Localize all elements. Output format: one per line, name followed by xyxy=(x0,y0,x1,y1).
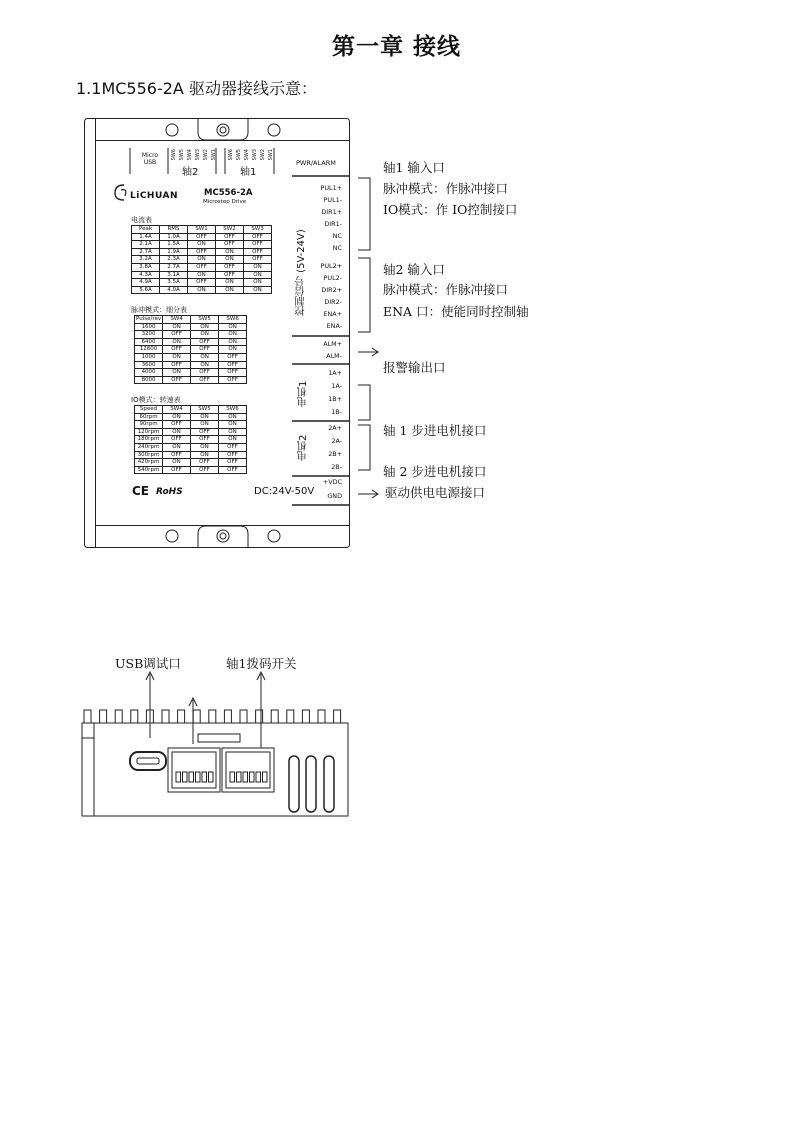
terminal-pin-label: 1A- xyxy=(331,382,342,390)
current-table-row xyxy=(132,263,272,271)
heatsink-fin xyxy=(131,710,138,723)
terminal-pin-label: DIR1+ xyxy=(321,208,342,216)
io-table-cell: OFF xyxy=(191,428,219,436)
terminal-pin-label: +VDC xyxy=(322,478,342,486)
current-table-cell: OFF xyxy=(188,248,216,256)
annot-alarm: 报警输出口 xyxy=(383,360,446,375)
pulse-table-cell: 1000 xyxy=(135,353,163,361)
io-table-cell: ON xyxy=(219,436,247,444)
terminal-pin-label: DIR2- xyxy=(324,298,342,306)
signal-voltage-label: 控制信号 (5V-24V) xyxy=(296,229,307,317)
pulse-table-cell: ON xyxy=(191,323,219,331)
pulse-table-row xyxy=(135,353,247,361)
pulse-table-cell: 8000 xyxy=(135,376,163,384)
current-table-cell: 3.2A xyxy=(132,256,160,264)
current-table-cell: RMS xyxy=(160,226,188,234)
io-table-cell: ON xyxy=(191,421,219,429)
pulse-table-cell: 12800 xyxy=(135,346,163,354)
current-table-cell: OFF xyxy=(216,271,244,279)
annot-motor1: 轴 1 步进电机接口 xyxy=(383,423,487,438)
pulse-table-cell: OFF xyxy=(191,376,219,384)
io-table-row xyxy=(135,443,247,451)
current-table-row xyxy=(132,286,272,294)
heatsink-fin xyxy=(271,710,278,723)
terminal-pin-label: NC xyxy=(332,244,342,252)
io-table-cell: 180rpm xyxy=(135,436,163,444)
annotation-brackets xyxy=(350,170,390,510)
io-table-cell: 540rpm xyxy=(135,466,163,474)
heatsink-fin xyxy=(256,710,263,723)
io-table-cell: ON xyxy=(219,428,247,436)
terminal-pin-label: ALM+ xyxy=(323,340,342,348)
io-table-cell: ON xyxy=(163,443,191,451)
current-table-row xyxy=(132,233,272,241)
pulse-table-cell: OFF xyxy=(219,361,247,369)
terminal-pin-label: ENA- xyxy=(326,322,342,330)
io-table-cell: OFF xyxy=(191,436,219,444)
current-table-cell: 1.5A xyxy=(160,241,188,249)
terminal-pin-label: 1B- xyxy=(331,408,342,416)
pulse-table-title: 脉冲模式：细分表 xyxy=(131,306,187,314)
pulse-table-cell: 1600 xyxy=(135,323,163,331)
pulse-table-cell: OFF xyxy=(191,369,219,377)
current-table-cell: OFF xyxy=(244,248,272,256)
current-table-cell: OFF xyxy=(244,256,272,264)
axis2-switch-labels: SW6 SW5 SW4 SW3 SW2 SW1 xyxy=(171,149,217,161)
current-table-row xyxy=(132,279,272,287)
driver-side-view xyxy=(80,668,355,818)
axis1-label: 轴1 xyxy=(240,167,257,178)
current-table-cell: OFF xyxy=(244,241,272,249)
io-table-cell: ON xyxy=(219,421,247,429)
terminal-pin-label: 2A+ xyxy=(328,424,342,432)
io-table-cell: ON xyxy=(163,428,191,436)
io-table-cell: OFF xyxy=(163,451,191,459)
axis1-switch-labels: SW6 SW5 SW4 SW3 SW2 SW1 xyxy=(228,149,274,161)
heatsink-fin xyxy=(287,710,294,723)
annot-motor2: 轴 2 步进电机接口 xyxy=(383,464,487,479)
pulse-table-cell: ON xyxy=(191,361,219,369)
annot-power: 驱动供电电源接口 xyxy=(385,485,486,500)
heatsink-fin xyxy=(334,710,341,723)
io-table-cell: OFF xyxy=(219,459,247,467)
pulse-table-cell: OFF xyxy=(219,353,247,361)
pulse-table-cell: ON xyxy=(219,331,247,339)
terminal-pin-label: PUL1+ xyxy=(320,184,342,192)
pulse-table-cell: ON xyxy=(219,346,247,354)
io-table-row xyxy=(135,421,247,429)
pulse-table-row xyxy=(135,323,247,331)
current-table-cell: 2.3A xyxy=(160,256,188,264)
current-table-cell: 2.1A xyxy=(132,241,160,249)
rohs-mark: RoHS xyxy=(156,487,183,497)
current-table-cell: 3.1A xyxy=(160,271,188,279)
dip-switch-tooth xyxy=(243,772,248,782)
io-table-cell: 60rpm xyxy=(135,413,163,421)
current-table-cell: 2.7A xyxy=(132,248,160,256)
current-table-row xyxy=(132,271,272,279)
micro-usb-label: Micro USB xyxy=(141,152,159,166)
heatsink-fin xyxy=(318,710,325,723)
io-table-cell: 90rpm xyxy=(135,421,163,429)
dip-switch-tooth xyxy=(250,772,255,782)
current-table-cell: OFF xyxy=(188,263,216,271)
pulse-table-row xyxy=(135,338,247,346)
dip-switch-tooth xyxy=(189,772,194,782)
current-table-cell: SW1 xyxy=(188,226,216,234)
current-table-cell: ON xyxy=(244,286,272,294)
io-table-cell: SW4 xyxy=(163,406,191,414)
current-table-cell: 3.5A xyxy=(160,279,188,287)
current-table-cell: 4.0A xyxy=(160,286,188,294)
current-table-cell: ON xyxy=(216,286,244,294)
io-table-cell: ON xyxy=(191,451,219,459)
section-heading: 1.1MC556-2A 驱动器接线示意： xyxy=(76,79,317,98)
pwr-alarm-label: PWR/ALARM xyxy=(296,159,336,167)
current-table-cell: 1.0A xyxy=(160,233,188,241)
terminal-pin-label: GND xyxy=(327,492,342,500)
terminal-pin-label: 1A+ xyxy=(328,369,342,377)
pulse-table-cell: 6400 xyxy=(135,338,163,346)
annot-axis2-input: 轴2 输入口 xyxy=(383,262,445,277)
axis2-label: 轴2 xyxy=(182,167,199,178)
heatsink-fin xyxy=(178,710,185,723)
pulse-table-row xyxy=(135,376,247,384)
terminal-pin-label: PUL2- xyxy=(323,274,342,282)
current-table-cell: ON xyxy=(216,279,244,287)
io-table-cell: OFF xyxy=(163,436,191,444)
io-table-cell: OFF xyxy=(219,443,247,451)
current-table-cell: 5.6A xyxy=(132,286,160,294)
io-table-cell: ON xyxy=(191,413,219,421)
terminal-pin-label: PUL2+ xyxy=(320,262,342,270)
axis1-switch-label: 轴1拨码开关 xyxy=(226,656,297,671)
current-table-cell: OFF xyxy=(216,263,244,271)
io-table-cell: SW6 xyxy=(219,406,247,414)
pulse-table-cell: SW6 xyxy=(219,316,247,324)
annot-axis1-pulse: 脉冲模式：作脉冲接口 xyxy=(383,181,509,196)
pulse-table-cell: SW5 xyxy=(191,316,219,324)
pulse-table-cell: ON xyxy=(191,331,219,339)
pulse-table xyxy=(134,315,247,384)
io-table-cell: 420rpm xyxy=(135,459,163,467)
pulse-table-cell: OFF xyxy=(163,346,191,354)
pulse-table-cell: 3200 xyxy=(135,331,163,339)
motor1-label: 电机1 xyxy=(298,380,309,408)
current-table-cell: Peak xyxy=(132,226,160,234)
io-table-row xyxy=(135,466,247,474)
heatsink-fin xyxy=(209,710,216,723)
io-table-cell: 240rpm xyxy=(135,443,163,451)
heatsink-fin xyxy=(100,710,107,723)
current-table-row xyxy=(132,226,272,234)
terminal-pin-label: ENA+ xyxy=(323,310,342,318)
pulse-table-cell: ON xyxy=(163,338,191,346)
heatsink-fin xyxy=(193,710,200,723)
current-table-cell: ON xyxy=(188,256,216,264)
current-table-cell: 4.3A xyxy=(132,271,160,279)
pulse-table-cell: ON xyxy=(219,338,247,346)
current-table-cell: OFF xyxy=(188,233,216,241)
heatsink-fin xyxy=(240,710,247,723)
current-table-cell: 3.8A xyxy=(132,263,160,271)
dip-switch-tooth xyxy=(176,772,181,782)
pulse-table-cell: OFF xyxy=(191,338,219,346)
pulse-table-cell: OFF xyxy=(163,361,191,369)
current-table-cell: 1.4A xyxy=(132,233,160,241)
annot-axis1-input: 轴1 输入口 xyxy=(383,160,445,175)
current-table-cell: OFF xyxy=(216,241,244,249)
io-table-cell: OFF xyxy=(191,466,219,474)
brand-logo-text: LiCHUAN xyxy=(130,191,178,201)
current-table xyxy=(131,225,272,294)
io-table-cell: ON xyxy=(163,413,191,421)
io-table-title: IO模式：转速表 xyxy=(131,396,181,404)
annot-axis1-io: IO模式：作 IO控制接口 xyxy=(383,202,518,217)
current-table-cell: ON xyxy=(188,271,216,279)
pulse-table-cell: OFF xyxy=(163,331,191,339)
io-table-cell: OFF xyxy=(163,466,191,474)
terminal-pin-label: DIR1- xyxy=(324,220,342,228)
pulse-table-row xyxy=(135,369,247,377)
current-table-cell: ON xyxy=(244,263,272,271)
driver-front-view xyxy=(84,118,350,548)
terminal-pin-label: 2A- xyxy=(331,437,342,445)
io-table-row xyxy=(135,451,247,459)
pulse-table-row xyxy=(135,316,247,324)
current-table-cell: OFF xyxy=(216,233,244,241)
current-table-row xyxy=(132,256,272,264)
io-table-row xyxy=(135,459,247,467)
current-table-cell: 2.7A xyxy=(160,263,188,271)
heatsink-fin xyxy=(224,710,231,723)
current-table-cell: 1.9A xyxy=(160,248,188,256)
current-table-cell: OFF xyxy=(188,279,216,287)
io-table-row xyxy=(135,428,247,436)
io-table-cell: OFF xyxy=(219,466,247,474)
dip-switch-tooth xyxy=(256,772,261,782)
heatsink-fin xyxy=(84,710,91,723)
pulse-table-cell: ON xyxy=(219,323,247,331)
usb-debug-label: USB调试口 xyxy=(115,656,181,671)
current-table-cell: ON xyxy=(188,241,216,249)
pulse-table-cell: 4000 xyxy=(135,369,163,377)
terminal-pin-label: 2B- xyxy=(331,463,342,471)
current-table-cell: ON xyxy=(216,256,244,264)
terminal-pin-label: 2B+ xyxy=(328,450,342,458)
current-table-row xyxy=(132,241,272,249)
pulse-table-row xyxy=(135,346,247,354)
io-table xyxy=(134,405,247,474)
current-table-cell: SW2 xyxy=(216,226,244,234)
dip-switch-tooth xyxy=(263,772,268,782)
current-table-cell: SW3 xyxy=(244,226,272,234)
terminal-pin-label: DIR2+ xyxy=(321,286,342,294)
pulse-table-cell: OFF xyxy=(191,346,219,354)
pulse-table-cell: Pulse/rev xyxy=(136,316,162,323)
ce-mark: CE xyxy=(132,484,150,498)
motor2-label: 电机2 xyxy=(298,434,309,462)
pulse-table-cell: SW4 xyxy=(163,316,191,324)
heatsink-fin xyxy=(302,710,309,723)
io-table-cell: OFF xyxy=(191,459,219,467)
current-table-cell: 4.9A xyxy=(132,279,160,287)
chapter-title: 第一章 接线 xyxy=(331,34,461,60)
heatsink-fin xyxy=(115,710,122,723)
io-table-cell: SW5 xyxy=(191,406,219,414)
pulse-table-cell: ON xyxy=(163,369,191,377)
io-table-row xyxy=(135,436,247,444)
pulse-table-cell: 3600 xyxy=(135,361,163,369)
model-subtitle: Microstep Drive xyxy=(203,199,247,205)
dip-switch-tooth xyxy=(237,772,242,782)
io-table-cell: OFF xyxy=(163,421,191,429)
current-table-cell: ON xyxy=(244,279,272,287)
io-table-cell: Speed xyxy=(135,406,163,414)
current-table-cell: ON xyxy=(216,248,244,256)
current-table-cell: OFF xyxy=(244,233,272,241)
io-table-cell: ON xyxy=(219,413,247,421)
annot-axis2-pulse: 脉冲模式：作脉冲接口 xyxy=(383,282,509,297)
current-table-cell: ON xyxy=(188,286,216,294)
io-table-cell: ON xyxy=(163,459,191,467)
dip-switch-tooth xyxy=(202,772,207,782)
terminal-pin-label: NC xyxy=(332,232,342,240)
io-table-cell: 300rpm xyxy=(135,451,163,459)
pulse-table-cell: OFF xyxy=(219,369,247,377)
current-table-cell: ON xyxy=(244,271,272,279)
current-table-title: 电流表 xyxy=(131,216,152,224)
dip-switch-tooth xyxy=(230,772,235,782)
io-table-row xyxy=(135,406,247,414)
dip-switch-tooth xyxy=(196,772,201,782)
pulse-table-row xyxy=(135,331,247,339)
dc-voltage-label: DC:24V-50V xyxy=(254,486,315,497)
io-table-cell: ON xyxy=(191,443,219,451)
pulse-table-cell: ON xyxy=(191,353,219,361)
terminal-pin-label: PUL1- xyxy=(323,196,342,204)
heatsink-fin xyxy=(162,710,169,723)
pulse-table-cell: ON xyxy=(163,323,191,331)
model-name: MC556-2A xyxy=(204,188,253,198)
pulse-table-row xyxy=(135,361,247,369)
io-table-cell: OFF xyxy=(219,451,247,459)
pulse-table-cell: OFF xyxy=(219,376,247,384)
current-table-row xyxy=(132,248,272,256)
dip-switch-tooth xyxy=(183,772,188,782)
terminal-pin-label: 1B+ xyxy=(328,395,342,403)
pulse-table-cell: OFF xyxy=(163,376,191,384)
terminal-pin-label: ALM- xyxy=(326,352,342,360)
dip-switch-tooth xyxy=(209,772,214,782)
annot-axis2-ena: ENA 口：使能同时控制轴 xyxy=(383,304,529,319)
io-table-cell: 120rpm xyxy=(135,428,163,436)
io-table-row xyxy=(135,413,247,421)
pulse-table-cell: ON xyxy=(163,353,191,361)
